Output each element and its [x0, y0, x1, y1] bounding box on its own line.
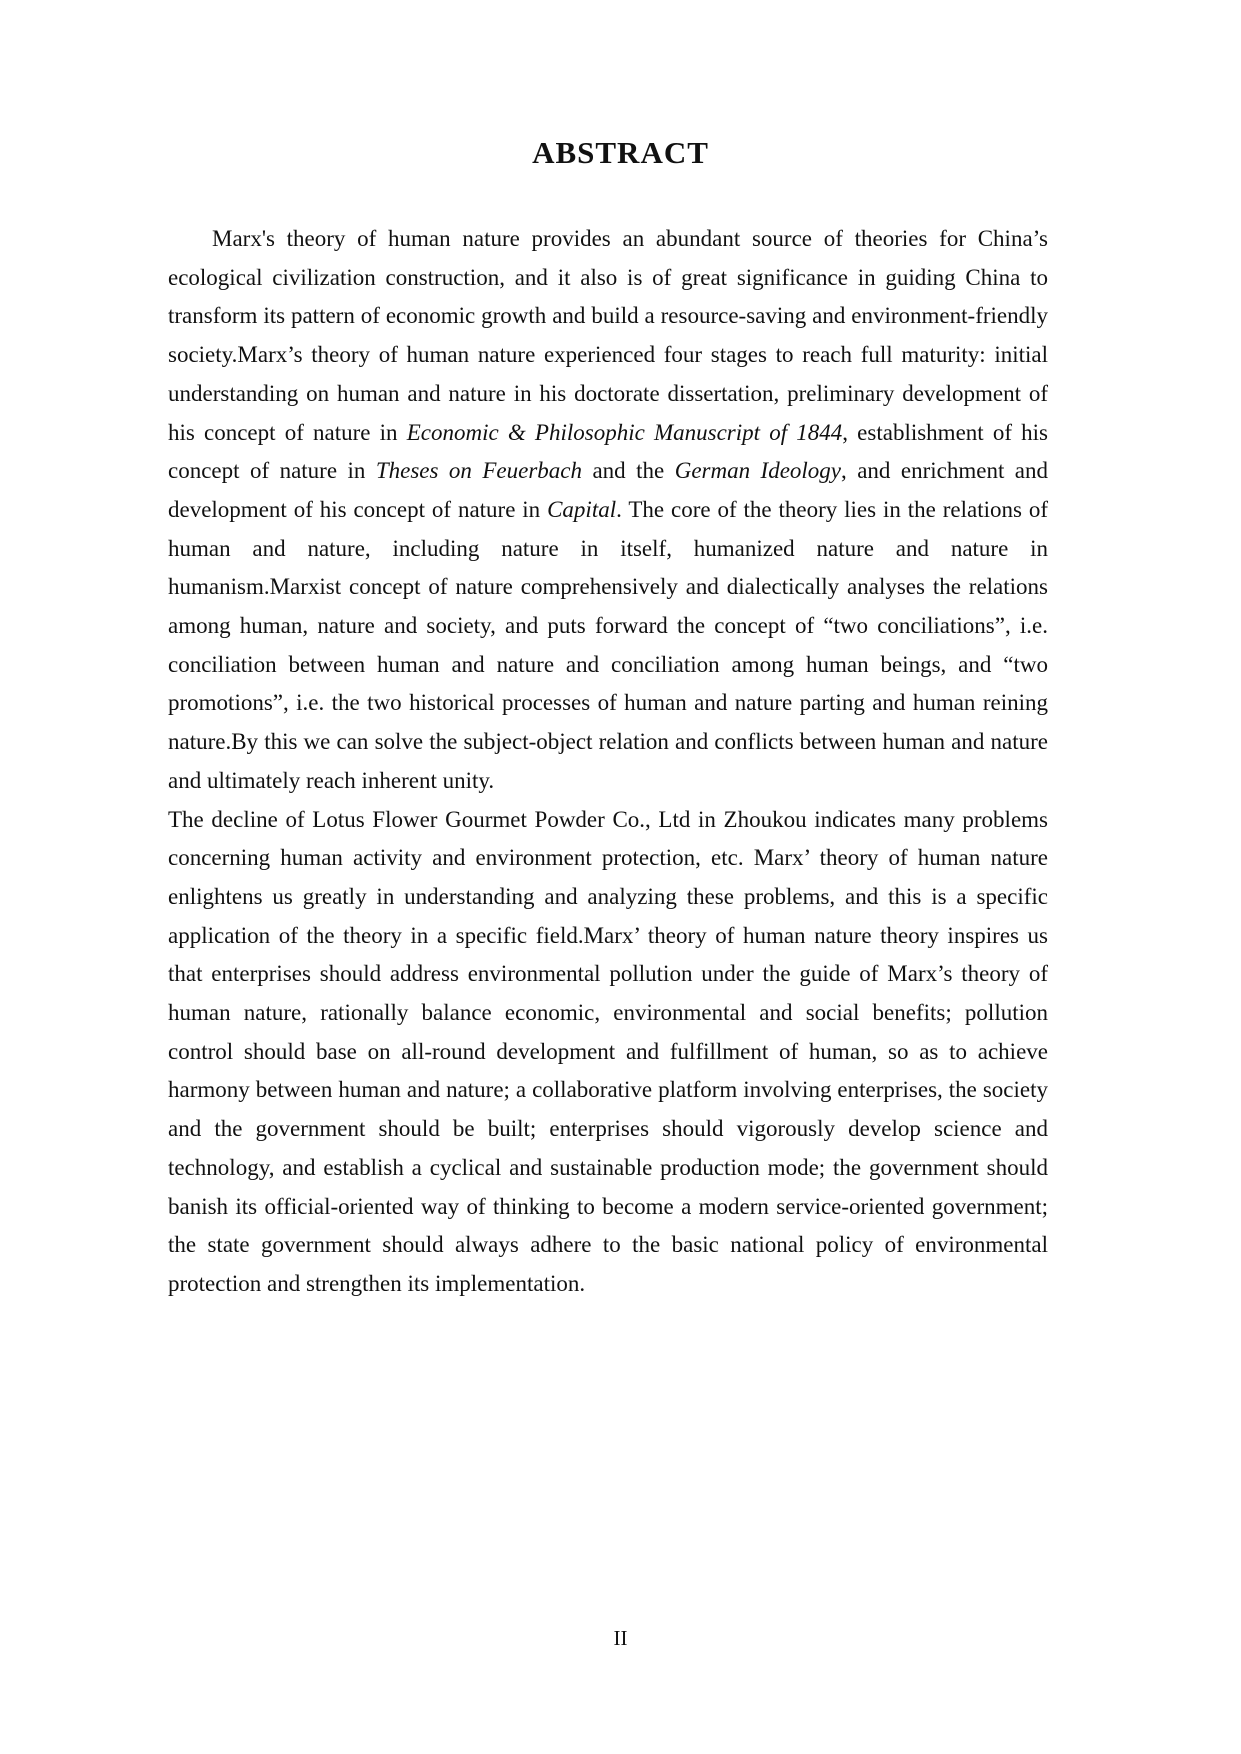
italic-text-run: German Ideology [674, 458, 842, 484]
italic-text-run: Theses on Feuerbach [375, 458, 583, 484]
text-run: , establishment of his concept of nature in [168, 419, 1049, 484]
paragraph [168, 801, 1048, 1304]
abstract-body [168, 220, 1048, 1304]
italic-text-run: Capital [547, 496, 617, 522]
page-title: ABSTRACT [532, 135, 709, 170]
text-run: , and enrichment and development of his concept of nature in [168, 458, 1049, 522]
italic-text-run: Economic & Philosophic Manuscript of 1844 [406, 419, 843, 445]
text-run: Marx's theory of human nature provides an abundant source of theories for China’s ecological civilization construction, and it also is of great significance in guiding China to transform its pattern of economic growth and build a resource-saving and environment-friendly society.Marx’s theory of human nature experienced four stages to reach full maturity: initial understanding on human and nature in his doctorate dissertation, preliminary development of his concept of nature in [168, 226, 1048, 445]
text-run: The decline of Lotus Flower Gourmet Powder Co., Ltd in Zhoukou indicates many problems concerning human activity and environment protection, etc. Marx’ theory of human nature enlightens us greatly in understanding and analyzing these problems, and this is a specific application of the theory in a specific field.Marx’ theory of human nature theory inspires us that enterprises should address environmental pollution under the guide of Marx’s theory of human nature, rationally balance economic, environmental and social benefits; pollution control should base on all-round development and fulfillment of human, so as to achieve harmony between human and nature; a collaborative platform involving enterprises, the society and the government should be built; enterprises should vigorously develop science and technology, and establish a cyclical and sustainable production mode; the government should banish its official-oriented way of thinking to become a modern service-oriented government; the state government should always adhere to the basic national policy of environmental protection and strengthen its implementation. [168, 806, 1048, 1296]
text-run: and the [582, 458, 675, 484]
paragraph [168, 220, 1048, 801]
page-number: II [613, 1626, 628, 1650]
text-run: . The core of the theory lies in the relations of human and nature, including nature in itself, humanized nature and nature in humanism.Marxist concept of nature comprehensively and dialectically analyses the relations among human, nature and society, and puts forward the concept of “two conciliations”, i.e. conciliation between human and nature and conciliation among human beings, and “two promotions”, i.e. the two historical processes of human and nature parting and human reining nature.By this we can solve the subject-object relation and conflicts between human and nature and ultimately reach inherent unity. [168, 496, 1049, 793]
